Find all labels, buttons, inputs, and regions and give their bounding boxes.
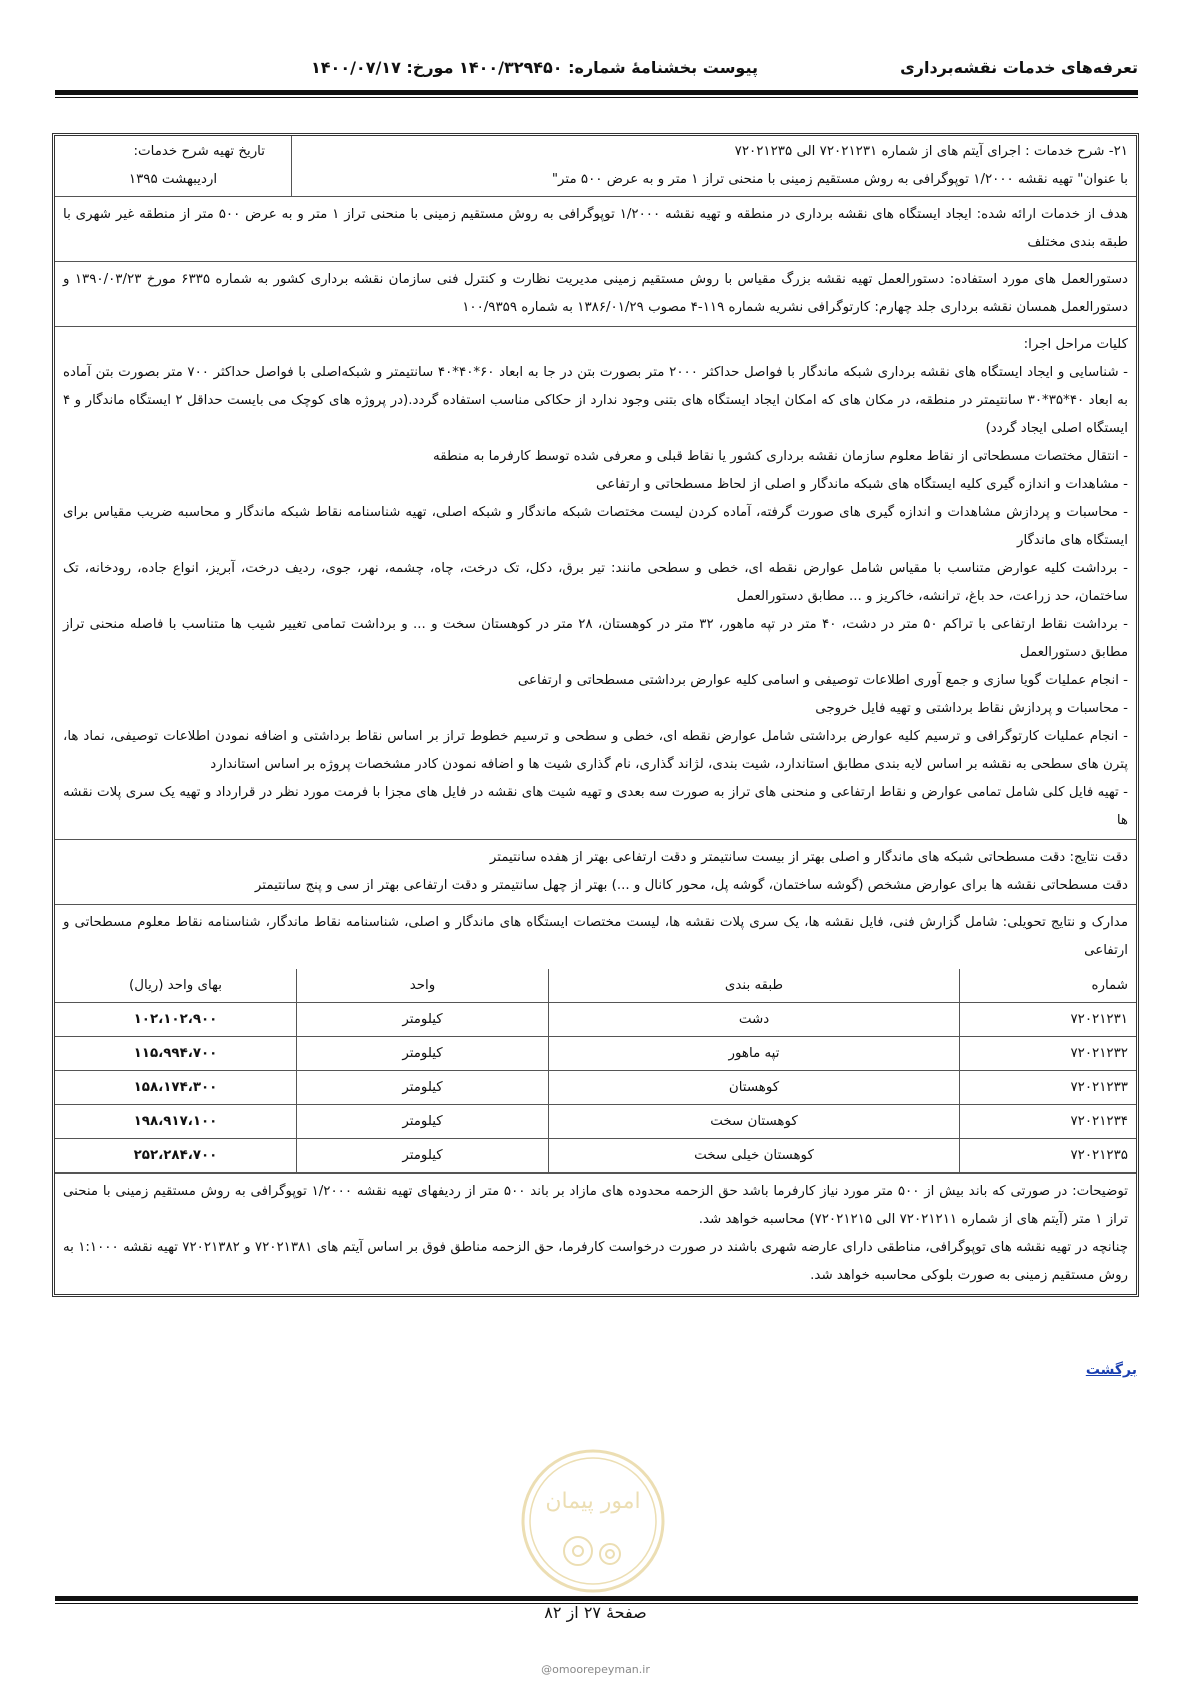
- step-item: - مشاهدات و اندازه گیری کلیه ایستگاه های شبکه ماندگار و اصلی از لحاظ مسطحاتی و ارتفاعی: [596, 477, 1128, 492]
- table-row: [55, 1105, 1136, 1139]
- price-table-header: [55, 969, 1136, 1003]
- purpose-text: هدف از خدمات ارائه شده: ایجاد ایستگاه های نقشه برداری در منطقه و تهیه نقشه ۱/۲۰۰۰ توپوگرافی به روش مستقیم زمینی با منحنی تراز ۱ متر و به عرض ۵۰۰ متر از منطقه غیر شهری با طبقه بندی مختلف: [63, 207, 1129, 250]
- col-header-unit: واحد: [297, 969, 549, 1003]
- item-price: ۲۵۲،۲۸۴،۷۰۰: [55, 1139, 297, 1173]
- step-item: - برداشت کلیه عوارض متناسب با مقیاس شامل عوارض نقطه ای، خطی و سطحی مانند: تیر برق، دکل، تک درخت، چاه، چشمه، نهر، جوی، ردیف درخت، آبریز، انواع جاده، رودخانه، تک ساختمان، حد زراعت، حد باغ، ترانشه، خاکریز و ... مطابق دستورالعمل: [63, 561, 1128, 604]
- footer-rule: [55, 1596, 1138, 1601]
- purpose-row: [55, 197, 1136, 262]
- back-link[interactable]: برگشت: [1085, 1362, 1137, 1378]
- service-desc-line2: با عنوان" تهیه نقشه ۱/۲۰۰۰ توپوگرافی به روش مستقیم زمینی با منحنی تراز ۱ متر و به عرض ۵۰۰ متر": [551, 172, 1128, 187]
- item-class: کوهستان: [549, 1071, 960, 1105]
- watermark-logo-icon: [518, 1446, 668, 1596]
- service-desc-line1: ۲۱- شرح خدمات : اجرای آیتم های از شماره ۷۲۰۲۱۲۳۱ الی ۷۲۰۲۱۲۳۵: [734, 144, 1128, 159]
- col-header-number: شماره: [960, 969, 1137, 1003]
- notes-paragraph-1: توضیحات: در صورتی که باند بیش از ۵۰۰ متر مورد نیاز کارفرما باشد حق الزحمه محدوده های مازاد بر باند ۵۰۰ متر از ردیفهای تهیه نقشه ۱/۲۰۰۰ توپوگرافی به روش مستقیم زمینی با منحنی تراز ۱ متر (آیتم های از شماره ۷۲۰۲۱۲۱۱ الی ۷۲۰۲۱۲۱۵) محاسبه خواهد شد.: [63, 1184, 1128, 1227]
- step-item: - شناسایی و ایجاد ایستگاه های نقشه برداری شبکه ماندگار با فواصل حداکثر ۲۰۰۰ متر بصورت بتن در جا به ابعاد ۶۰*۴۰*۴۰ سانتیمتر و شبکه‌اصلی با فواصل حداکثر ۷۰۰ متر بصورت بتن آماده به ابعاد ۴۰*۳۵*۳۰ سانتیمتر در منطقه، در مکان های که امکان ایجاد ایستگاه های بتنی وجود ندارد از حکاکی مناسب استفاده گردد.(در پروژه های کوچک می بایست حداقل ۲ ایستگاه ماندگار و ۴ ایستگاه اصلی ایجاد گردد): [63, 365, 1129, 436]
- item-number: ۷۲۰۲۱۲۳۱: [960, 1003, 1137, 1037]
- header-rule: [55, 90, 1138, 95]
- service-title-row: [55, 136, 1136, 197]
- service-date-cell: [55, 136, 291, 196]
- item-price: ۱۱۵،۹۹۴،۷۰۰: [55, 1037, 297, 1071]
- table-row: [55, 1071, 1136, 1105]
- item-number: ۷۲۰۲۱۲۳۳: [960, 1071, 1137, 1105]
- steps-row: [55, 327, 1136, 840]
- item-class: دشت: [549, 1003, 960, 1037]
- page-number: صفحۀ ۲۷ از ۸۲: [544, 1603, 647, 1622]
- standards-text: دستورالعمل های مورد استفاده: دستورالعمل تهیه نقشه بزرگ مقیاس با روش مستقیم زمینی مدیریت نظارت و کنترل فنی سازمان نقشه برداری کشور به شماره ۶۳۳۵ مورخ ۱۳۹۰/۰۳/۲۳ و دستورالعمل همسان نقشه برداری جلد چهارم: کارتوگرافی نشریه شماره ۱۱۹-۴ مصوب ۱۳۸۶/۰۱/۲۹ به شماره ۱۰۰/۹۳۵۹: [63, 272, 1129, 315]
- step-item: - تهیه فایل کلی شامل تمامی عوارض و نقاط ارتفاعی و منحنی های تراز به صورت سه بعدی و تهیه شیت های نقشه در فایل های مجزا با فرمت مورد نظر در قرارداد و تهیه یک سری پلات نقشه ها: [63, 785, 1128, 828]
- accuracy-line2: دقت مسطحاتی نقشه ها برای عوارض مشخص (گوشه ساختمان، گوشه پل، محور کانال و ...) بهتر از چهل سانتیمتر و دقت ارتفاعی بهتر از سی و پنج سانتیمتر: [254, 878, 1128, 893]
- standards-row: [55, 262, 1136, 327]
- col-header-price: بهای واحد (ریال): [55, 969, 297, 1003]
- accuracy-line1: دقت نتایج: دقت مسطحاتی شبکه های ماندگار و اصلی بهتر از بیست سانتیمتر و دقت ارتفاعی بهتر از هفده سانتیمتر: [489, 850, 1128, 865]
- item-class: تپه ماهور: [549, 1037, 960, 1071]
- step-item: - انتقال مختصات مسطحاتی از نقاط معلوم سازمان نقشه برداری کشور یا نقاط قبلی و معرفی شده توسط کارفرما به منطقه: [433, 449, 1128, 464]
- item-number: ۷۲۰۲۱۲۳۲: [960, 1037, 1137, 1071]
- item-number: ۷۲۰۲۱۲۳۴: [960, 1105, 1137, 1139]
- item-class: کوهستان سخت: [549, 1105, 960, 1139]
- item-class: کوهستان خیلی سخت: [549, 1139, 960, 1173]
- notes-paragraph-2: چنانچه در تهیه نقشه های توپوگرافی، مناطقی دارای عارضه شهری باشند در صورت درخواست کارفرما، حق الزحمه مناطق فوق بر اساس آیتم های ۷۲۰۲۱۳۸۱ و ۷۲۰۲۱۳۸۲ تهیه نقشه ۱:۱۰۰۰ به روش مستقیم زمینی به صورت بلوکی محاسبه خواهد شد.: [63, 1240, 1129, 1283]
- step-item: - انجام عملیات کارتوگرافی و ترسیم کلیه عوارض برداشتی شامل عوارض نقطه ای، خطی و سطحی و ترسیم خطوط تراز بر اساس نقاط برداشتی و اضافه نمودن اطلاعات توصیفی، نماد ها، پترن های سطحی به نقشه بر اساس لایه بندی مطابق استاندارد، شیت بندی، لژاند گذاری، نام گذاری شیت ها و اضافه نمودن کادر مشخصات پروژه بر اساس استاندارد: [63, 729, 1128, 772]
- item-number: ۷۲۰۲۱۲۳۵: [960, 1139, 1137, 1173]
- step-item: - محاسبات و پردازش نقاط برداشتی و تهیه فایل خروجی: [815, 701, 1128, 716]
- item-price: ۱۵۸،۱۷۴،۳۰۰: [55, 1071, 297, 1105]
- notes-row: [55, 1173, 1136, 1294]
- service-date-label: تاریخ تهیه شرح خدمات:: [133, 144, 265, 159]
- item-price: ۱۹۸،۹۱۷،۱۰۰: [55, 1105, 297, 1139]
- item-unit: کیلومتر: [297, 1037, 549, 1071]
- step-item: - انجام عملیات گویا سازی و جمع آوری اطلاعات توصیفی و اسامی کلیه عوارض برداشتی مسطحاتی و ارتفاعی: [517, 673, 1128, 688]
- header-rule-thin: [55, 97, 1138, 98]
- step-item: - محاسبات و پردازش مشاهدات و اندازه گیری های صورت گرفته، آماده کردن لیست مختصات شبکه ماندگار و شبکه اصلی، تهیه شناسنامه نقاط شبکه ماندگار و محاسبه ضریب مقیاس برای ایستگاه های ماندگار: [63, 505, 1128, 548]
- table-row: [55, 1037, 1136, 1071]
- page-header: [55, 58, 1138, 92]
- service-date-value: اردیبهشت ۱۳۹۵: [128, 172, 218, 187]
- attachment-reference: پیوست بخشنامۀ شماره: ۱۴۰۰/۳۲۹۴۵۰ مورخ: ۱۴۰۰/۰۷/۱۷: [311, 58, 758, 77]
- item-unit: کیلومتر: [297, 1139, 549, 1173]
- table-row: [55, 1003, 1136, 1037]
- site-watermark: @omoorepeyman.ir: [541, 1663, 650, 1676]
- deliverables-text: مدارک و نتایج تحویلی: شامل گزارش فنی، فایل نقشه ها، یک سری پلات نقشه ها، لیست مختصات ایستگاه های ماندگار و اصلی، شناسنامه نقاط ماندگار، شناسنامه نقاط معلوم مسطحاتی و ارتفاعی: [63, 915, 1128, 958]
- accuracy-row: [55, 840, 1136, 905]
- table-row: [55, 1139, 1136, 1173]
- svg-text:امور پیمان: امور پیمان: [545, 1489, 641, 1514]
- step-item: - برداشت نقاط ارتفاعی با تراکم ۵۰ متر در دشت، ۴۰ متر در تپه ماهور، ۳۲ متر در کوهستان، ۲۸ متر در کوهستان سخت و ... و برداشت تمامی تغییر شیب ها متناسب با فاصله منحنی تراز مطابق دستورالعمل: [63, 617, 1128, 660]
- document-title: تعرفه‌های خدمات نقشه‌برداری: [900, 58, 1138, 77]
- item-unit: کیلومتر: [297, 1071, 549, 1105]
- steps-title: کلیات مراحل اجرا:: [1023, 337, 1128, 352]
- service-sheet: [52, 133, 1139, 1297]
- price-table: [55, 969, 1136, 1173]
- service-description: [291, 136, 1136, 196]
- col-header-class: طبقه بندی: [549, 969, 960, 1003]
- item-unit: کیلومتر: [297, 1105, 549, 1139]
- item-price: ۱۰۲،۱۰۲،۹۰۰: [55, 1003, 297, 1037]
- item-unit: کیلومتر: [297, 1003, 549, 1037]
- deliverables-row: [55, 905, 1136, 969]
